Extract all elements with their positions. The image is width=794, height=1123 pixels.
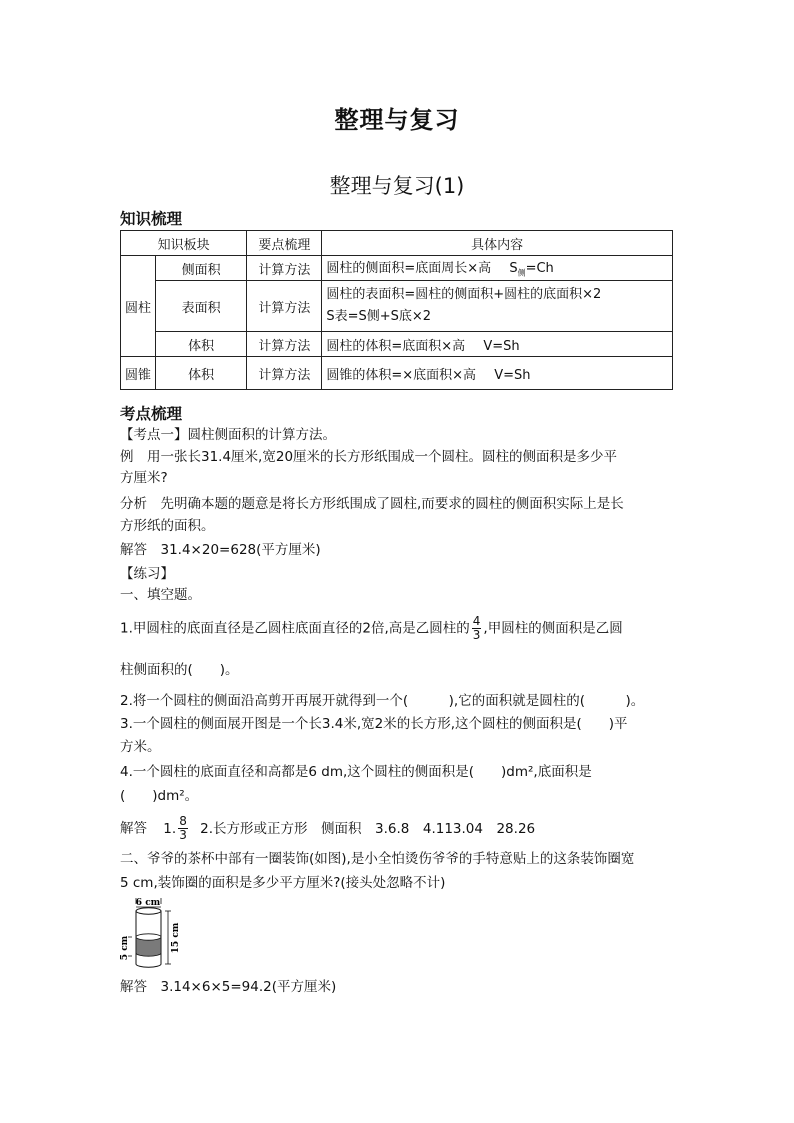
table-cell bbox=[322, 281, 673, 332]
table-cell bbox=[322, 357, 673, 390]
question-3-line2: 方米。 bbox=[120, 739, 161, 755]
formula-text: $S_侧=Ch$ bbox=[509, 261, 554, 278]
knowledge-table bbox=[120, 230, 673, 390]
table-cell: 计算方法 bbox=[247, 281, 322, 332]
practice-heading: 【练习】 bbox=[120, 566, 174, 582]
table-cell bbox=[322, 256, 673, 281]
category-cell: 圆柱 bbox=[121, 256, 156, 357]
figure-label-top: 6 cm bbox=[135, 898, 161, 908]
answer-text: 解答 31.4×20=628(平方厘米) bbox=[120, 542, 321, 558]
question-4: 4.一个圆柱的底面直径和高都是6 dm,这个圆柱的侧面积是( )dm²,底面积是 bbox=[120, 764, 592, 780]
figure-label-right: 15 cm bbox=[171, 922, 181, 954]
example-text: 例 用一张长31.4厘米,宽20厘米的长方形纸围成一个圆柱。圆柱的侧面积是多少平 bbox=[120, 449, 618, 465]
question-4-line2: ( )dm²。 bbox=[120, 788, 199, 804]
example-text: 方厘米? bbox=[120, 470, 168, 486]
question-2: 2.将一个圆柱的侧面沿高剪开再展开就得到一个( ),它的面积就是圆柱的( )。 bbox=[120, 693, 645, 709]
table-row bbox=[121, 256, 673, 281]
table-row bbox=[121, 332, 673, 357]
page-title: 整理与复习 bbox=[334, 106, 460, 134]
knowledge-heading: 知识梳理 bbox=[120, 210, 183, 228]
table-header: 具体内容 bbox=[322, 231, 673, 256]
content-text: 圆柱的表面积=圆柱的侧面积+圆柱的底面积×2 bbox=[326, 287, 602, 302]
analysis-text: 分析 先明确本题的题意是将长方形纸围成了圆柱,而要求的圆柱的侧面积实际上是长 bbox=[120, 496, 624, 512]
content-text: 圆锥的体积=×底面积×高 bbox=[326, 367, 477, 383]
answer2-text: 解答 3.14×6×5=94.2(平方厘米) bbox=[120, 979, 337, 995]
table-header: 知识板块 bbox=[121, 231, 247, 256]
table-cell: 计算方法 bbox=[247, 357, 322, 390]
part-heading: 一、填空题。 bbox=[120, 587, 201, 603]
table-cell: 计算方法 bbox=[247, 256, 322, 281]
table-cell: 计算方法 bbox=[247, 332, 322, 357]
table-cell bbox=[322, 332, 673, 357]
lesson-title: 整理与复习(1) bbox=[329, 174, 465, 198]
content-text: 圆柱的体积=底面积×高 bbox=[326, 338, 466, 354]
part2-text: 二、爷爷的茶杯中部有一圈装饰(如图),是小全怕烫伤爷爷的手特意贴上的这条装饰圈宽 bbox=[120, 851, 635, 867]
question-1-line2: 柱侧面积的( )。 bbox=[120, 662, 239, 678]
cup-figure bbox=[118, 894, 184, 972]
table-cell: 侧面积 bbox=[156, 256, 247, 281]
question-3: 3.一个圆柱的侧面展开图是一个长3.4米,宽2米的长方形,这个圆柱的侧面积是( )平 bbox=[120, 716, 628, 732]
table-cell: 体积 bbox=[156, 357, 247, 390]
table-row bbox=[121, 281, 673, 332]
content-text: 圆柱的侧面积=底面周长×高 bbox=[326, 261, 492, 277]
table-cell: 表面积 bbox=[156, 281, 247, 332]
answers: 解答 1. $\frac{8}{3}$ 2.长方形或正方形 侧面积 3.6.8 4.113.04 28.26 bbox=[120, 814, 536, 842]
table-cell: 体积 bbox=[156, 332, 247, 357]
question-1: 1.甲圆柱的底面直径是乙圆柱底面直径的2倍,高是乙圆柱的 $\frac{4}{3}$ ,甲圆柱的侧面积是乙圆 bbox=[120, 614, 623, 642]
exam-heading: 考点梳理 bbox=[120, 405, 183, 423]
formula-text: V=Sh bbox=[494, 367, 531, 383]
analysis-text: 方形纸的面积。 bbox=[120, 518, 215, 534]
formula-text: V=Sh bbox=[483, 338, 520, 354]
part2-text: 5 cm,装饰圈的面积是多少平方厘米?(接头处忽略不计) bbox=[120, 875, 446, 891]
table-header-row bbox=[121, 231, 673, 256]
table-header: 要点梳理 bbox=[247, 231, 322, 256]
figure-label-left: 5 cm bbox=[120, 935, 130, 961]
fraction: $\frac{4}{3}$ bbox=[472, 614, 481, 642]
table-row bbox=[121, 357, 673, 390]
exam-point: 【考点一】圆柱侧面积的计算方法。 bbox=[120, 427, 336, 443]
formula-text: S表=S侧+S底×2 bbox=[326, 309, 432, 324]
fraction: $\frac{8}{3}$ bbox=[179, 814, 187, 842]
decoration-band bbox=[136, 937, 161, 956]
category-cell: 圆锥 bbox=[121, 357, 156, 390]
